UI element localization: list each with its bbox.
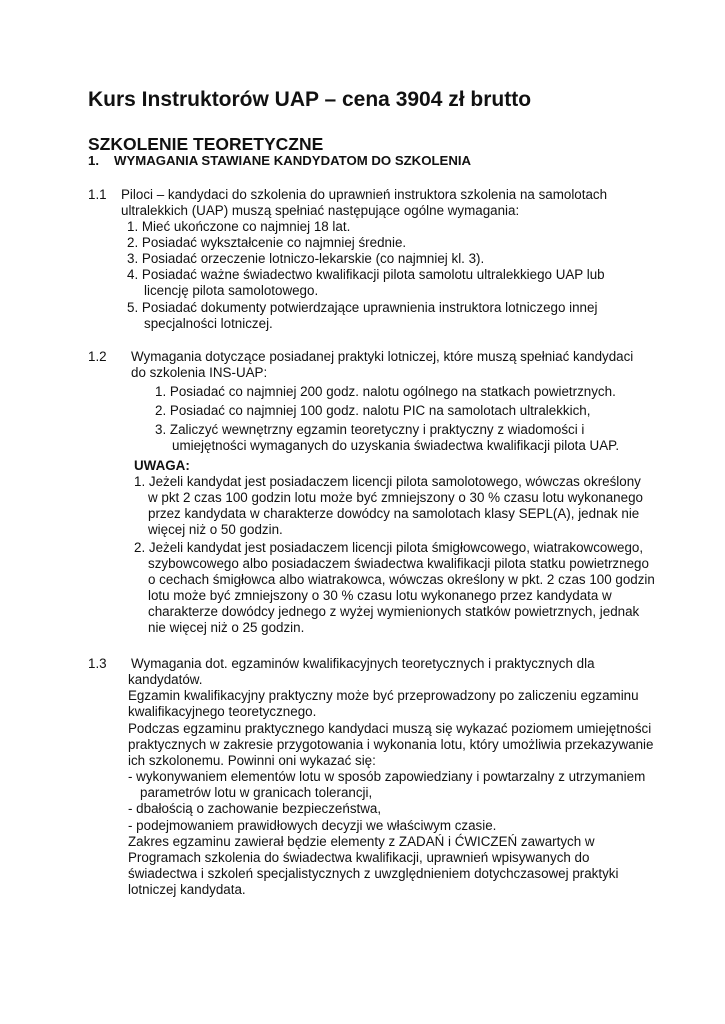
paragraph-line: ultralekkich (UAP) muszą spełniać następujące ogólne wymagania: xyxy=(121,203,520,218)
note-item-continuation: charakterze dowódcy jednego z wyżej wymienionych statków powietrznych, jednak xyxy=(148,604,640,619)
paragraph-line: Egzamin kwalifikacyjny praktyczny może być przeprowadzony po zaliczeniu egzaminu xyxy=(128,688,639,703)
paragraph-line: Wymagania dot. egzaminów kwalifikacyjnych teoretycznych i praktycznych dla xyxy=(131,656,595,671)
paragraph-line: Piloci – kandydaci do szkolenia do uprawnień instruktora szkolenia na samolotach xyxy=(121,187,608,202)
paragraph-line: kwalifikacyjnego teoretycznego. xyxy=(128,704,317,719)
list-item: 1. Posiadać co najmniej 200 godz. nalotu ogólnego na statkach powietrznych. xyxy=(155,384,616,399)
list-item: 2. Posiadać co najmniej 100 godz. nalotu PIC na samolotach ultralekkich, xyxy=(155,403,591,418)
list-item: 4. Posiadać ważne świadectwo kwalifikacji pilota samolotu ultralekkiego UAP lub xyxy=(127,267,605,282)
paragraph-line: lotniczej kandydata. xyxy=(128,882,246,897)
section-number: 1.1 xyxy=(88,187,107,202)
paragraph-line: Wymagania dotyczące posiadanej praktyki lotniczej, które muszą spełniać kandydaci xyxy=(131,349,634,364)
paragraph-line: - wykonywaniem elementów lotu w sposób zapowiedziany i powtarzalny z utrzymaniem xyxy=(128,769,646,784)
note-item-continuation: o cechach śmigłowca albo wiatrakowca, wówczas określony w pkt. 2 czas 100 godzin xyxy=(148,572,655,587)
note-item-continuation: w pkt 2 czas 100 godzin lotu może być zmniejszony o 30 % czasu lotu wykonanego xyxy=(148,490,643,505)
note-label: UWAGA: xyxy=(134,458,190,473)
paragraph-line: - dbałością o zachowanie bezpieczeństwa, xyxy=(128,801,382,816)
list-item: 3. Zaliczyć wewnętrzny egzamin teoretyczny i praktyczny z wiadomości i xyxy=(155,422,585,437)
note-item-continuation: szybowcowego albo posiadaczem świadectwa kwalifikacji pilota statku powietrznego xyxy=(148,556,649,571)
subsection-heading xyxy=(88,153,471,169)
paragraph-line: świadectwa i szkoleń specjalistycznych z uwzględnieniem dotychczasowej praktyki xyxy=(128,866,619,881)
paragraph-line: Podczas egzaminu praktycznego kandydaci muszą się wykazać poziomem umiejętności xyxy=(128,721,652,736)
list-item: 2. Posiadać wykształcenie co najmniej średnie. xyxy=(127,235,407,250)
subsection-title: WYMAGANIA STAWIANE KANDYDATOM DO SZKOLENIA xyxy=(114,153,472,168)
section-number: 1.2 xyxy=(88,349,107,364)
list-item: 3. Posiadać orzeczenie lotniczo-lekarskie (co najmniej kl. 3). xyxy=(127,251,485,266)
paragraph-line: praktycznych w zakresie przygotowania i wykonania lotu, który umożliwia przekazywanie xyxy=(128,737,654,752)
note-item: 2. Jeżeli kandydat jest posiadaczem licencji pilota śmigłowcowego, wiatrakowcowego, xyxy=(134,540,644,555)
paragraph-line: Zakres egzaminu zawierał będzie elementy z ZADAŃ i ĆWICZEŃ zawartych w xyxy=(128,834,595,849)
list-item-continuation: specjalności lotniczej. xyxy=(144,316,273,331)
paragraph-line: - podejmowaniem prawidłowych decyzji we właściwym czasie. xyxy=(128,818,497,833)
paragraph-line: kandydatów. xyxy=(128,672,203,687)
paragraph-line: ich szkolonemu. Powinni oni wykazać się: xyxy=(128,753,376,768)
paragraph-line: Programach szkolenia do świadectwa kwalifikacji, uprawnień wpisywanych do xyxy=(128,850,590,865)
list-item: 5. Posiadać dokumenty potwierdzające uprawnienia instruktora lotniczego innej xyxy=(127,300,598,315)
subsection-number: 1. xyxy=(88,153,99,168)
paragraph-line: parametrów lotu w granicach tolerancji, xyxy=(140,785,373,800)
note-item-continuation: nie więcej niż o 25 godzin. xyxy=(148,620,305,635)
list-item-continuation: licencję pilota samolotowego. xyxy=(144,283,319,298)
paragraph-line: do szkolenia INS-UAP: xyxy=(131,365,268,380)
note-item-continuation: przez kandydata w charakterze dowódcy na samolotach klasy SEPL(A), jednak nie xyxy=(148,506,640,521)
page-title: Kurs Instruktorów UAP – cena 3904 zł brutto xyxy=(88,88,532,111)
note-item-continuation: lotu może być zmniejszony o 30 % czasu lotu wykonanego przez kandydata w xyxy=(148,588,612,603)
list-item: 1. Mieć ukończone co najmniej 18 lat. xyxy=(127,219,351,234)
note-item: 1. Jeżeli kandydat jest posiadaczem licencji pilota samolotowego, wówczas określony xyxy=(134,474,641,489)
list-item-continuation: umiejętności wymaganych do uzyskania świadectwa kwalifikacji pilota UAP. xyxy=(172,438,620,453)
section-title: SZKOLENIE TEORETYCZNE xyxy=(88,134,324,154)
section-number: 1.3 xyxy=(88,656,107,671)
note-item-continuation: więcej niż o 50 godzin. xyxy=(148,522,283,537)
